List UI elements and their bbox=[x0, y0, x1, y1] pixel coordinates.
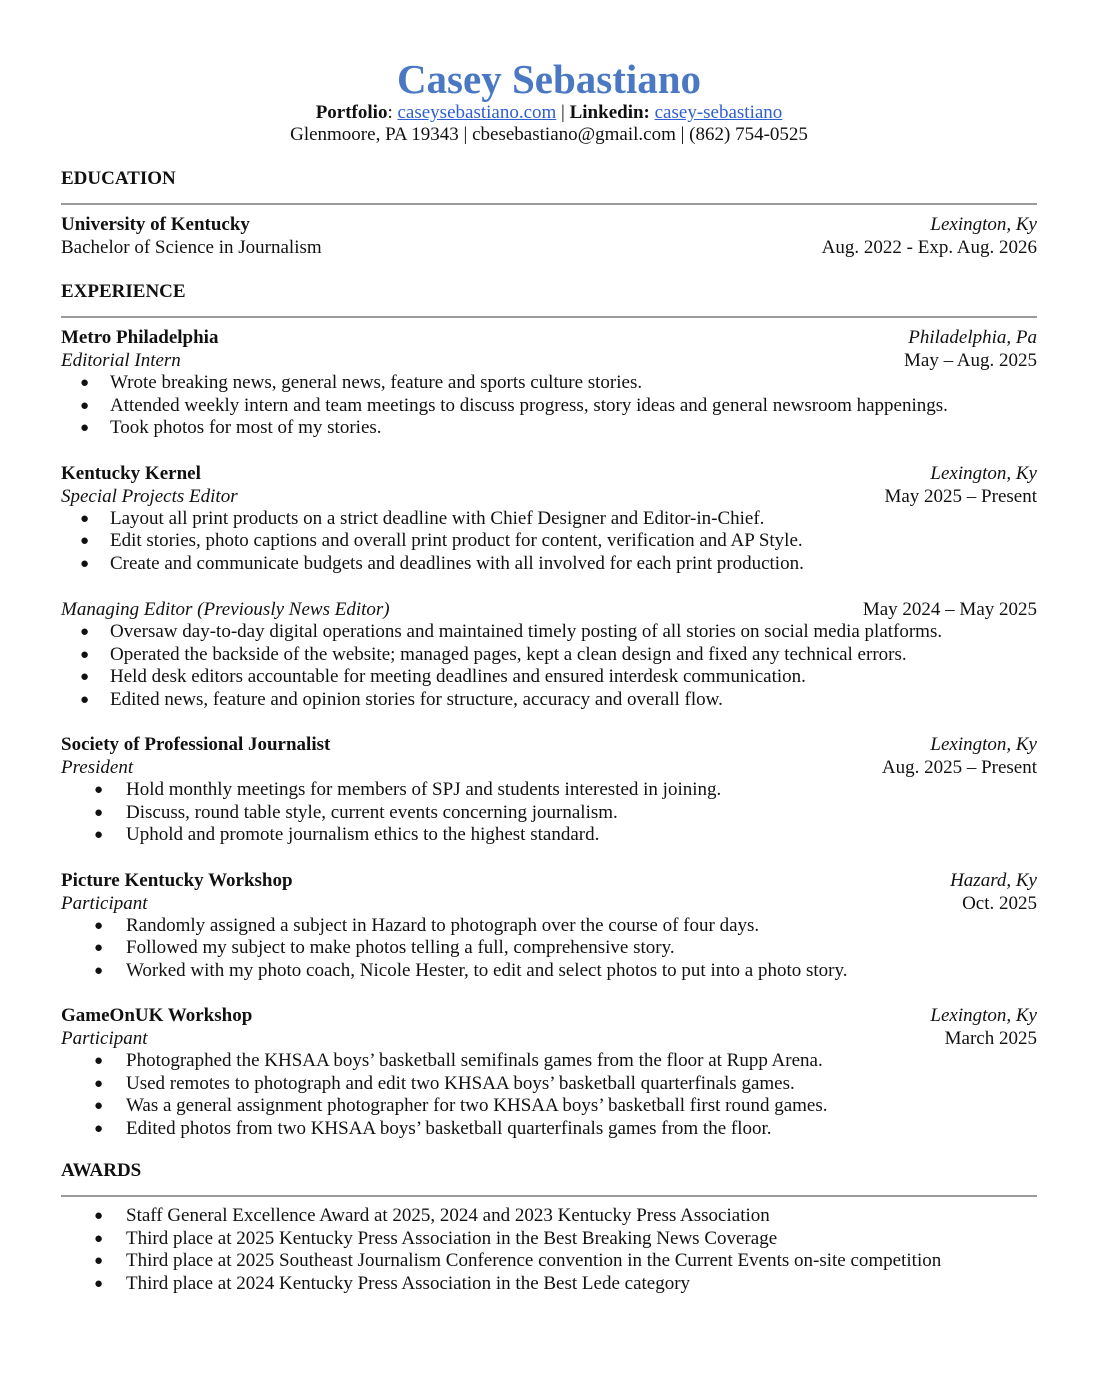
bullet-item: ● Create and communicate budgets and deadlines with all involved for each print production. bbox=[61, 553, 1037, 576]
role-dates: May – Aug. 2025 bbox=[904, 350, 1037, 371]
portfolio-link[interactable]: caseysebastiano.com bbox=[397, 102, 557, 123]
award-item: ● Third place at 2025 Southeast Journalism Conference convention in the Current Events on-site competition bbox=[61, 1250, 1037, 1273]
awards-title: AWARDS bbox=[61, 1160, 1037, 1197]
org-location: Hazard, Ky bbox=[950, 869, 1037, 891]
bullet-item: ● Edited news, feature and opinion stories for structure, accuracy and overall flow. bbox=[61, 689, 1037, 712]
school-location: Lexington, Ky bbox=[930, 214, 1037, 235]
education-school-row bbox=[61, 213, 1037, 236]
school-name: University of Kentucky bbox=[61, 214, 250, 235]
experience-entry-spj bbox=[61, 733, 1037, 847]
entry-header-row bbox=[61, 1004, 1037, 1027]
awards-section bbox=[61, 1160, 1037, 1295]
entry-role-row bbox=[61, 349, 1037, 372]
bullet-item: ● Used remotes to photograph and edit two KHSAA boys’ basketball quarterfinals games. bbox=[61, 1073, 1037, 1096]
org-name: GameOnUK Workshop bbox=[61, 1005, 253, 1026]
role-title: President bbox=[61, 757, 134, 778]
role-title: Special Projects Editor bbox=[61, 485, 238, 507]
role-title: Participant bbox=[61, 1028, 148, 1049]
org-name: Picture Kentucky Workshop bbox=[61, 869, 293, 891]
bullet-item: ● Layout all print products on a strict deadline with Chief Designer and Editor-in-Chief. bbox=[61, 508, 1037, 531]
bullet-item: ● Hold monthly meetings for members of SPJ and students interested in joining. bbox=[61, 779, 1037, 802]
org-name: Society of Professional Journalist bbox=[61, 734, 331, 755]
bullet-item: ● Wrote breaking news, general news, feature and sports culture stories. bbox=[61, 372, 1037, 395]
experience-entry-kernel bbox=[61, 462, 1037, 712]
entry-role-row bbox=[61, 892, 1037, 915]
education-dates: Aug. 2022 - Exp. Aug. 2026 bbox=[821, 237, 1037, 258]
education-title: EDUCATION bbox=[61, 168, 1037, 205]
bullet-item: ● Photographed the KHSAA boys’ basketball semifinals games from the floor at Rupp Arena. bbox=[61, 1050, 1037, 1073]
role-dates: Oct. 2025 bbox=[962, 892, 1037, 914]
linkedin-link[interactable]: casey-sebastiano bbox=[654, 102, 783, 123]
entry-header-row bbox=[61, 869, 1037, 892]
entry-role-row bbox=[61, 1027, 1037, 1050]
org-location: Lexington, Ky bbox=[930, 462, 1037, 484]
org-location: Lexington, Ky bbox=[930, 1005, 1037, 1026]
portfolio-label: Portfolio bbox=[315, 102, 388, 123]
bullet-item: ● Uphold and promote journalism ethics to the highest standard. bbox=[61, 824, 1037, 847]
org-location: Philadelphia, Pa bbox=[908, 327, 1037, 348]
bullet-item: ● Edit stories, photo captions and overall print product for content, verification and AP Style. bbox=[61, 530, 1037, 553]
bullet-item: ● Attended weekly intern and team meetings to discuss progress, story ideas and general newsroom happenings. bbox=[61, 395, 1037, 418]
bullet-item: ● Oversaw day-to-day digital operations and maintained timely posting of all stories on social media platforms. bbox=[61, 621, 1037, 644]
portfolio-separator: : bbox=[387, 102, 398, 123]
entry-role-row bbox=[61, 485, 1037, 508]
role-dates: March 2025 bbox=[944, 1028, 1037, 1049]
award-item: ● Third place at 2025 Kentucky Press Association in the Best Breaking News Coverage bbox=[61, 1228, 1037, 1251]
education-section bbox=[61, 168, 1037, 259]
org-location: Lexington, Ky bbox=[930, 734, 1037, 755]
candidate-name: Casey Sebastiano bbox=[396, 56, 702, 102]
bullet-item: ● Was a general assignment photographer for two KHSAA boys’ basketball first round games. bbox=[61, 1095, 1037, 1118]
bullet-item: ● Took photos for most of my stories. bbox=[61, 417, 1037, 440]
role-dates: May 2025 – Present bbox=[884, 485, 1037, 507]
role-title: Participant bbox=[61, 892, 148, 914]
experience-title: EXPERIENCE bbox=[61, 281, 1037, 318]
links-line bbox=[61, 102, 1037, 124]
links-divider: | bbox=[556, 102, 570, 123]
org-name: Kentucky Kernel bbox=[61, 462, 201, 484]
experience-entry-picture-kentucky bbox=[61, 869, 1037, 983]
bullet-item: ● Edited photos from two KHSAA boys’ basketball quarterfinals games from the floor. bbox=[61, 1118, 1037, 1141]
bullet-item: ● Held desk editors accountable for meeting deadlines and ensured interdesk communication. bbox=[61, 666, 1037, 689]
entry-header-row bbox=[61, 462, 1037, 485]
org-name: Metro Philadelphia bbox=[61, 327, 219, 348]
degree: Bachelor of Science in Journalism bbox=[61, 237, 322, 258]
address-line: Glenmoore, PA 19343 | cbesebastiano@gmail.com | (862) 754-0525 bbox=[290, 124, 808, 145]
bullet-item: ● Worked with my photo coach, Nicole Hester, to edit and select photos to put into a photo story. bbox=[61, 960, 1037, 983]
entry-role-row bbox=[61, 756, 1037, 779]
entry-header-row bbox=[61, 326, 1037, 349]
role-title: Editorial Intern bbox=[61, 350, 181, 371]
bullet-item: ● Operated the backside of the website; managed pages, kept a clean design and fixed any technical errors. bbox=[61, 644, 1037, 667]
role-title-2: Managing Editor (Previously News Editor) bbox=[61, 599, 390, 620]
linkedin-label: Linkedin: bbox=[569, 102, 650, 123]
bullet-item: ● Discuss, round table style, current events concerning journalism. bbox=[61, 802, 1037, 825]
entry-header-row bbox=[61, 733, 1037, 756]
experience-entry-gameonuk bbox=[61, 1004, 1037, 1140]
education-degree-row bbox=[61, 236, 1037, 259]
experience-section bbox=[61, 281, 1037, 1140]
award-item: ● Staff General Excellence Award at 2025, 2024 and 2023 Kentucky Press Association bbox=[61, 1205, 1037, 1228]
role-dates: Aug. 2025 – Present bbox=[881, 757, 1037, 778]
award-item: ● Third place at 2024 Kentucky Press Association in the Best Lede category bbox=[61, 1273, 1037, 1296]
bullet-item: ● Followed my subject to make photos telling a full, comprehensive story. bbox=[61, 937, 1037, 960]
role-dates-2: May 2024 – May 2025 bbox=[862, 599, 1037, 620]
bullet-item: ● Randomly assigned a subject in Hazard to photograph over the course of four days. bbox=[61, 915, 1037, 938]
experience-entry-metro bbox=[61, 326, 1037, 440]
resume-page bbox=[61, 56, 1037, 1295]
entry-role-row-2 bbox=[61, 598, 1037, 621]
